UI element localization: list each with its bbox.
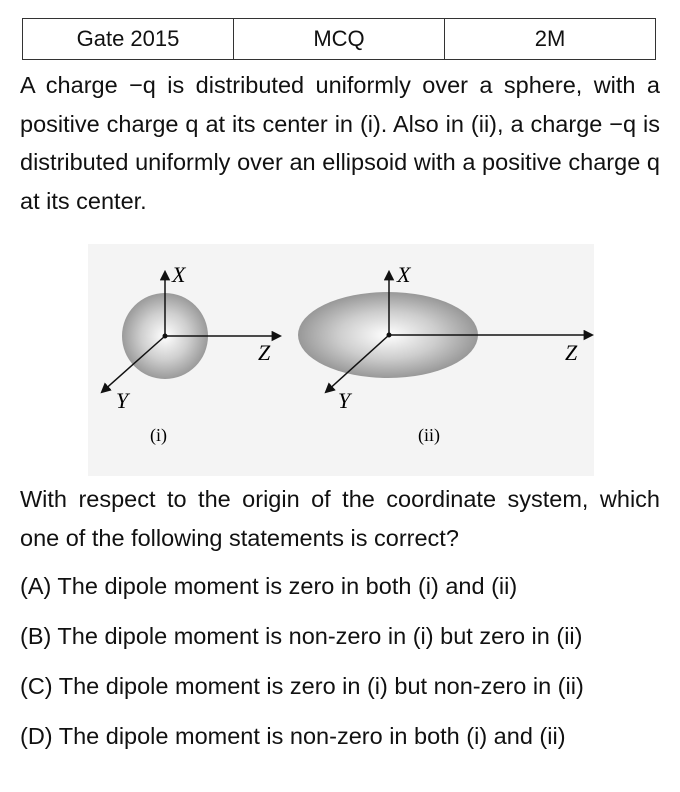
figure-label-i: (i) <box>150 425 167 445</box>
header-row <box>23 19 656 60</box>
ellipsoid-y-label: Y <box>338 388 351 413</box>
exam-cell: Gate 2015 <box>23 19 234 60</box>
question-prompt: With respect to the origin of the coordinate system, which one of the following statements is correct? <box>20 486 660 551</box>
charge-distribution-figure <box>88 244 594 476</box>
sphere-x-label: X <box>172 262 186 287</box>
sphere-z-label: Z <box>258 340 271 365</box>
option-c[interactable]: (C) The dipole moment is zero in (i) but non-zero in (ii) <box>20 673 584 699</box>
marks-cell: 2M <box>445 19 656 60</box>
ellipsoid-z-label: Z <box>565 340 578 365</box>
option-d[interactable]: (D) The dipole moment is non-zero in both (i) and (ii) <box>20 723 566 749</box>
question-header-table <box>22 18 656 60</box>
ellipsoid-x-label: X <box>397 262 411 287</box>
ellipsoid-center-charge <box>387 333 392 338</box>
figure-label-ii: (ii) <box>418 425 440 445</box>
sphere-y-label: Y <box>116 388 129 413</box>
option-a[interactable]: (A) The dipole moment is zero in both (i) and (ii) <box>20 573 518 599</box>
sphere-center-charge <box>163 334 168 339</box>
question-type-cell: MCQ <box>234 19 445 60</box>
option-b[interactable]: (B) The dipole moment is non-zero in (i) but zero in (ii) <box>20 623 583 649</box>
question-intro: A charge −q is distributed uniformly over a sphere, with a positive charge q at its center in (i). Also in (ii), a charge −q is distributed uniformly over an ellipsoid with a positive charge q at its center. <box>20 72 660 214</box>
